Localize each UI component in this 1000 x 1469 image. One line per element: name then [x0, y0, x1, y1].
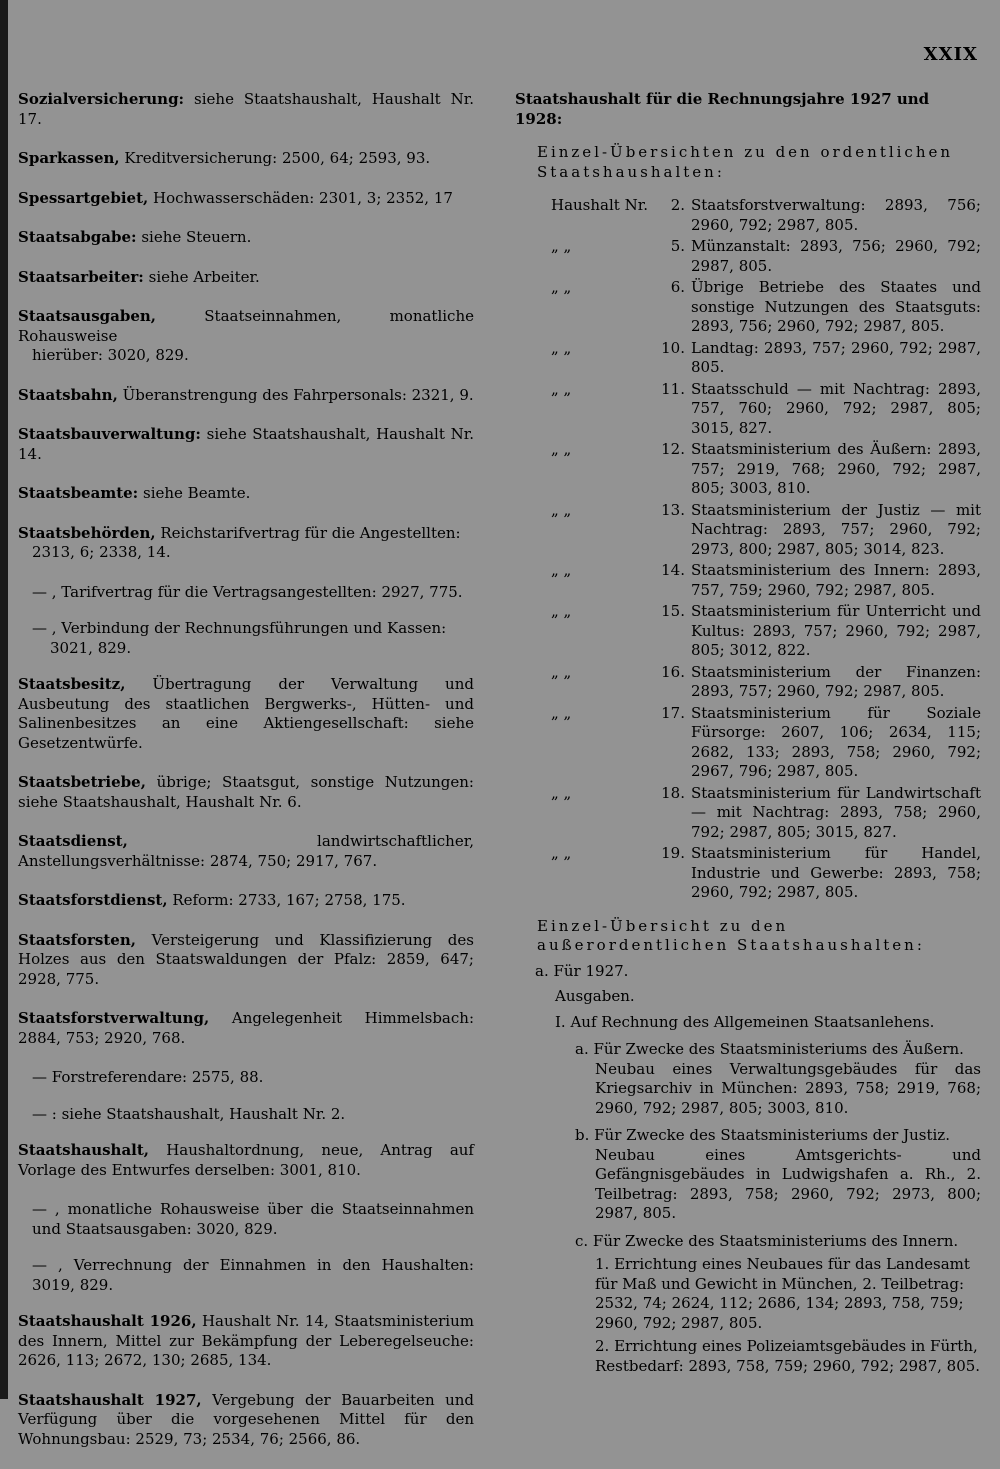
index-subentry [18, 1200, 474, 1239]
year-label: a. Für 1927. [535, 961, 629, 980]
entry-term: Staatsbetriebe, [18, 773, 146, 791]
entry-text: siehe Beamte. [143, 484, 251, 502]
entry-term: Staatsbesitz, [18, 675, 126, 693]
subentry-text: — : siehe Staatshaushalt, Haushalt Nr. 2. [32, 1104, 346, 1123]
haushalt-label: „ „ [551, 278, 572, 296]
ministry-item-text: Neubau eines Verwaltungsgebäudes für das Kriegsarchiv in München: 2893, 758; 2919, 768; 2960, 792; 2987, 805; 3003, 810. [595, 1059, 981, 1117]
index-entry [18, 149, 474, 169]
haushalt-number: 16. [661, 662, 685, 681]
entry-term: Sparkassen, [18, 149, 120, 167]
numbered-item [515, 1337, 981, 1376]
entry-term: Staatsforstverwaltung, [18, 1009, 210, 1027]
haushalt-label: „ „ [551, 703, 572, 722]
entry-term: Staatsdienst, [18, 832, 128, 850]
ministry-item-label: b. Für Zwecke des Staatsministeriums der Justiz. [575, 1126, 950, 1144]
haushalt-row [551, 237, 981, 276]
entry-continuation: 2313, 6; 2338, 14. [32, 543, 171, 561]
index-entry [18, 675, 474, 753]
entry-term: Staatsforsten, [18, 930, 136, 949]
entry-text: siehe Arbeiter. [148, 267, 260, 286]
ministry-item-label: a. Für Zwecke des Staatsministeriums des Äußern. [575, 1040, 964, 1058]
subentry-text: — , Tarifvertrag für die Vertragsangestellten: 2927, 775. [32, 582, 463, 601]
index-entry [18, 425, 474, 464]
index-subentry [18, 1105, 474, 1125]
numbered-item-text: 1. Errichtung eines Neubaues für das Landesamt für Maß und Gewicht in München, 2. Teilbetrag: 2532, 74; 2624, 112; 2686, 134; 2893, 758, 759; 2960, 792; 2987, 805. [595, 1255, 970, 1332]
haushalt-number: 18. [661, 783, 685, 802]
haushalt-text: Übrige Betriebe des Staates und sonstige Nutzungen des Staatsguts: 2893, 756; 2960, 792; 2987, 805. [691, 278, 981, 335]
haushalt-number: 2. [670, 196, 685, 214]
haushalt-text: Staatsministerium für Unterricht und Kultus: 2893, 757; 2960, 792; 2987, 805; 3012, 822. [691, 602, 981, 659]
haushalt-label: „ „ [551, 237, 572, 255]
haushalt-label: „ „ [551, 662, 572, 681]
entry-term: Staatsbeamte: [18, 484, 139, 502]
haushalt-text: Staatsministerium für Soziale Fürsorge: 2607, 106; 2634, 115; 2682, 133; 2893, 758; 2960, 792; 2967, 796; 2987, 805. [691, 703, 981, 780]
haushalt-row [551, 602, 981, 661]
haushalt-row [551, 663, 981, 702]
haushalt-text: Münzanstalt: 2893, 756; 2960, 792; 2987, 805. [691, 237, 981, 275]
ministry-item [515, 1232, 981, 1252]
subentry-text: — Forstreferendare: 2575, 88. [32, 1068, 264, 1086]
haushalt-row [551, 844, 981, 903]
entry-text: Reform: 2733, 167; 2758, 175. [172, 891, 406, 909]
index-subentry [18, 619, 474, 658]
entry-text: Haushalt Nr. 14, Staatsministerium des Innern, Mittel zur Bekämpfung der Leberegelseuche: 2626, 113; 2672, 130; 2685, 134. [18, 1312, 474, 1369]
haushalt-text: Landtag: 2893, 757; 2960, 792; 2987, 805. [691, 338, 981, 376]
subentry-text: — , Verbindung der Rechnungsführungen und Kassen: [32, 619, 447, 637]
index-entry [18, 307, 474, 366]
index-entry [18, 1312, 474, 1371]
numbered-item-text: 2. Errichtung eines Polizeiamtsgebäudes in Fürth, Restbedarf: 2893, 758, 759; 2960, 792; 2987, 805. [595, 1337, 981, 1375]
subentry-text: — , monatliche Rohausweise über die Staatseinnahmen und Staatsausgaben: 3020, 829. [32, 1200, 474, 1238]
haushalt-label: „ „ [551, 602, 572, 620]
haushalt-label: „ „ [551, 379, 572, 398]
entry-term: Staatsarbeiter: [18, 267, 144, 286]
index-subentry [18, 1256, 474, 1295]
ausgaben-label: Ausgaben. [555, 987, 635, 1005]
entry-text: Staatseinnahmen, monatliche Rohausweise [18, 307, 474, 345]
entry-text: Überanstrengung des Fahrpersonals: 2321, 9. [122, 385, 474, 404]
entry-text: Haushaltordnung, neue, Antrag auf Vorlage des Entwurfes derselben: 3001, 810. [18, 1141, 474, 1179]
left-column [18, 90, 474, 1469]
haushalt-number: 13. [661, 500, 685, 519]
ministry-item [515, 1040, 981, 1118]
haushalt-row [551, 440, 981, 499]
entry-term: Staatsbehörden, [18, 523, 156, 542]
haushalt-label: „ „ [551, 440, 572, 458]
haushalt-number: 10. [661, 338, 685, 357]
index-entry [18, 931, 474, 990]
ministry-item-text: Neubau eines Amtsgerichts- und Gefängnisgebäudes in Ludwigshafen a. Rh., 2. Teilbetrag: 2893, 758; 2960, 792; 2973, 800; 2987, 805. [595, 1145, 981, 1222]
haushalt-label: „ „ [551, 500, 572, 519]
subsection-extraordinary: Einzel-Übersicht zu den außerordentlichen Staatshaushalten: [537, 916, 925, 954]
entry-term: Staatsforstdienst, [18, 891, 168, 909]
haushalt-row [551, 278, 981, 337]
haushalt-number: 17. [661, 703, 685, 722]
index-entry [18, 524, 474, 563]
haushalt-row [551, 784, 981, 843]
page-number: XXIX [923, 44, 978, 65]
haushalt-text: Staatsministerium des Innern: 2893, 757, 759; 2960, 792; 2987, 805. [691, 561, 981, 599]
right-column [515, 90, 981, 1376]
entry-term: Sozialversicherung: [18, 90, 185, 108]
haushalt-label: „ „ [551, 783, 572, 802]
haushalt-text: Staatsministerium der Justiz — mit Nachtrag: 2893, 757; 2960, 792; 2973, 800; 2987, 805; 3014, 823. [691, 500, 981, 558]
haushalt-text: Staatsministerium des Äußern: 2893, 757; 2919, 768; 2960, 792; 2987, 805; 3003, 810. [691, 440, 981, 497]
entry-text: siehe Staatshaushalt, Haushalt Nr. 14. [18, 425, 474, 463]
entry-term: Staatsbahn, [18, 385, 118, 404]
page-edge [0, 0, 8, 1399]
entry-text: siehe Staatshaushalt, Haushalt Nr. 17. [18, 90, 474, 128]
haushalt-text: Staatsforstverwaltung: 2893, 756; 2960, 792; 2987, 805. [691, 196, 981, 234]
haushalt-text: Staatsministerium für Landwirtschaft — mit Nachtrag: 2893, 758; 2960, 792; 2987, 805; 3015, 827. [691, 783, 981, 841]
section-heading: Staatshaushalt für die Rechnungsjahre 1927 und 1928: [515, 90, 930, 128]
haushalt-number: 6. [670, 278, 685, 296]
haushalt-text: Staatsschuld — mit Nachtrag: 2893, 757, 760; 2960, 792; 2987, 805; 3015, 827. [691, 379, 981, 437]
haushalt-number: 5. [670, 237, 685, 255]
haushalt-label: „ „ [551, 338, 572, 357]
haushalt-row [551, 380, 981, 439]
entry-text: Übertragung der Verwaltung und Ausbeutung des staatlichen Bergwerks-, Hütten- und Salinenbesitzes an eine Aktiengesellschaft: siehe Gesetzentwürfe. [18, 675, 474, 752]
haushalt-number: 12. [661, 440, 685, 458]
subsection-ordinary: Einzel-Übersichten zu den ordentlichen Staatshaushalten: [537, 143, 954, 181]
entry-text: übrige; Staatsgut, sonstige Nutzungen: siehe Staatshaushalt, Haushalt Nr. 6. [18, 773, 474, 811]
index-entry [18, 1141, 474, 1180]
entry-term: Spessartgebiet, [18, 188, 149, 207]
entry-text: Versteigerung und Klassifizierung des Holzes aus den Staatswaldungen der Pfalz: 2859, 647; 2928, 775. [18, 930, 474, 988]
entry-continuation: hierüber: 3020, 829. [32, 346, 189, 364]
entry-term: Staatsausgaben, [18, 307, 157, 325]
roman-heading: I. Auf Rechnung des Allgemeinen Staatsanlehens. [555, 1012, 935, 1031]
index-entry [18, 832, 474, 871]
haushalt-label: „ „ [551, 561, 572, 579]
entry-text: landwirtschaftlicher, Anstellungsverhältnisse: 2874, 750; 2917, 767. [18, 832, 474, 870]
entry-term: Staatsabgabe: [18, 228, 137, 246]
index-entry [18, 891, 474, 911]
index-entry [18, 189, 474, 209]
index-entry [18, 773, 474, 812]
entry-text: siehe Steuern. [141, 228, 252, 246]
index-subentry [18, 583, 474, 603]
index-subentry [18, 1068, 474, 1088]
haushalt-label: „ „ [551, 844, 572, 862]
haushalt-number: 19. [661, 844, 685, 862]
ministry-item [515, 1126, 981, 1224]
haushalt-label: Haushalt Nr. [551, 196, 648, 214]
entry-text: Hochwasserschäden: 2301, 3; 2352, 17 [153, 188, 453, 207]
haushalt-text: Staatsministerium der Finanzen: 2893, 757; 2960, 792; 2987, 805. [691, 662, 981, 700]
subentry-text: — , Verrechnung der Einnahmen in den Haushalten: 3019, 829. [32, 1256, 474, 1294]
haushalt-row [551, 704, 981, 782]
index-entry [18, 1391, 474, 1450]
entry-term: Staatshaushalt 1927, [18, 1390, 202, 1409]
haushalt-number: 15. [661, 602, 685, 620]
haushalt-row [551, 339, 981, 378]
entry-text: Kreditversicherung: 2500, 64; 2593, 93. [124, 149, 431, 167]
haushalt-row [551, 196, 981, 235]
entry-text: Reichstarifvertrag für die Angestellten: [160, 523, 461, 542]
haushalt-row [551, 501, 981, 560]
haushalt-row [551, 561, 981, 600]
entry-text: Angelegenheit Himmelsbach: 2884, 753; 2920, 768. [18, 1009, 474, 1047]
entry-term: Staatshaushalt, [18, 1141, 150, 1159]
ministry-item-label: c. Für Zwecke des Staatsministeriums des Innern. [575, 1231, 959, 1250]
index-entry [18, 228, 474, 248]
subentry-continuation: 3021, 829. [50, 638, 132, 657]
haushalt-number: 14. [661, 561, 685, 579]
index-entry [18, 484, 474, 504]
entry-term: Staatshaushalt 1926, [18, 1312, 197, 1330]
index-entry [18, 90, 474, 129]
index-entry [18, 268, 474, 288]
numbered-item [515, 1255, 981, 1333]
entry-term: Staatsbauverwaltung: [18, 425, 201, 443]
entry-text: Vergebung der Bauarbeiten und Verfügung über die vorgesehenen Mittel für den Wohnungsbau: 2529, 73; 2534, 76; 2566, 86. [18, 1390, 474, 1448]
haushalt-number: 11. [661, 379, 685, 398]
index-entry [18, 1009, 474, 1048]
haushalt-text: Staatsministerium für Handel, Industrie und Gewerbe: 2893, 758; 2960, 792; 2987, 805. [691, 844, 981, 901]
index-entry [18, 386, 474, 406]
